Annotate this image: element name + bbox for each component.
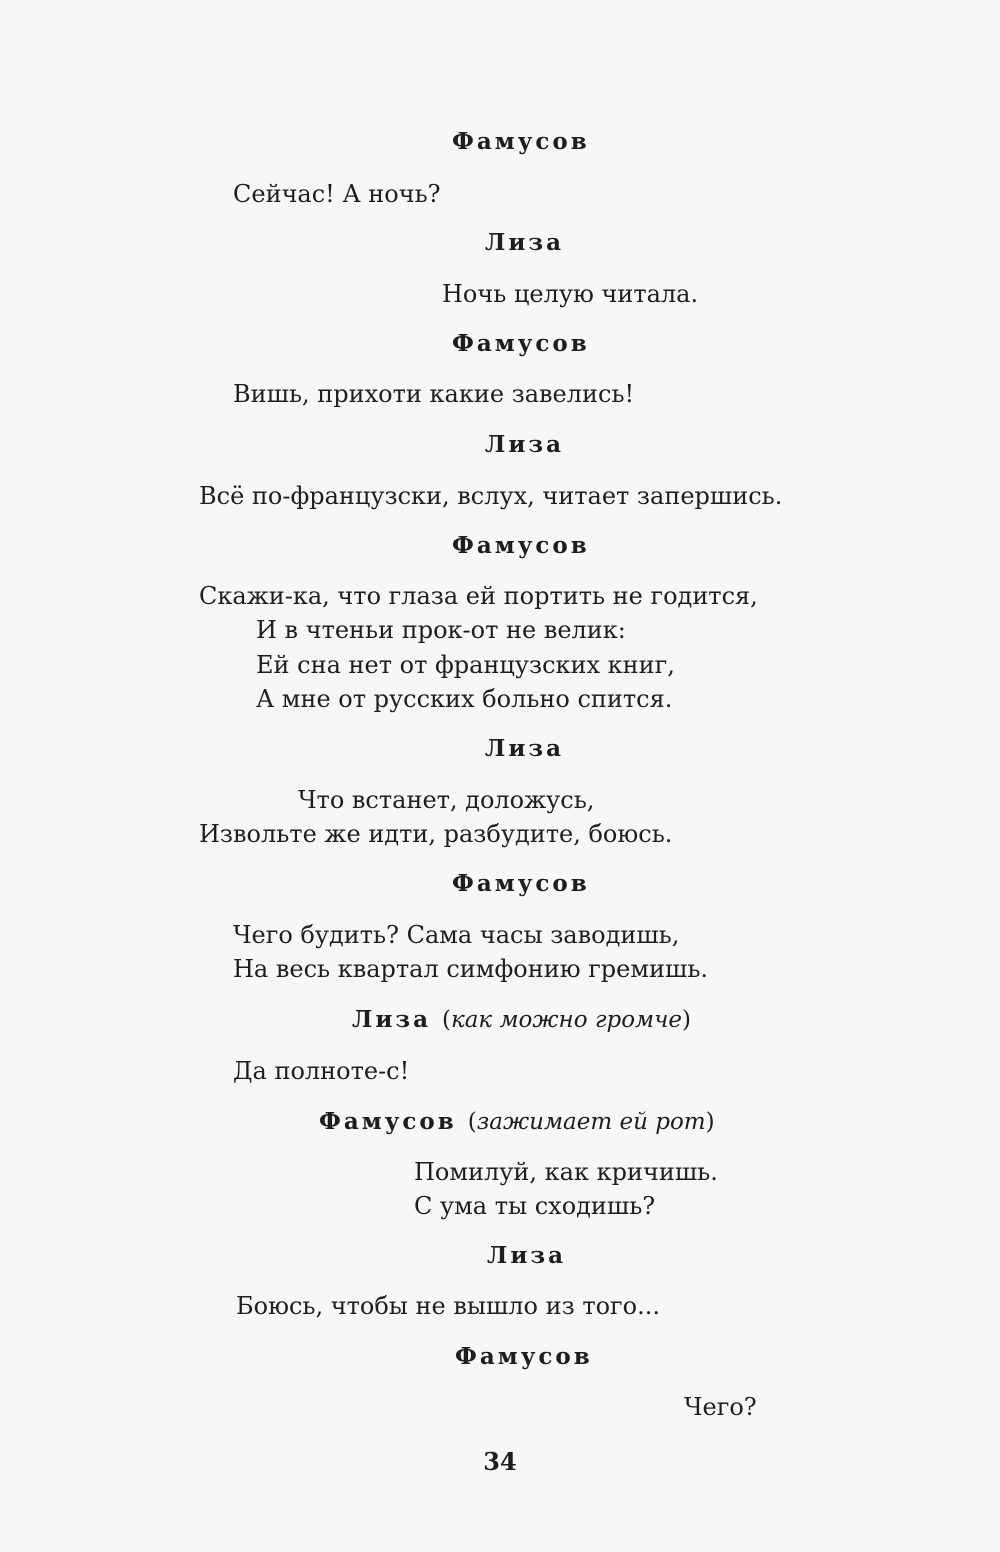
verse-line: Вишь, прихоти какие завелись! [233, 380, 635, 408]
speaker-name: Фамусов [452, 532, 590, 559]
speaker-name: Лиза [485, 229, 564, 256]
speaker-name: Лиза [352, 1006, 431, 1033]
paren-open: ( [442, 1007, 451, 1033]
speaker-name: Фамусов [319, 1108, 457, 1135]
verse-line: Ей сна нет от французских книг, [256, 651, 675, 679]
verse-line: Скажи-ка, что глаза ей портить не годится, [199, 582, 758, 610]
paren-close: ) [682, 1007, 692, 1033]
speaker-with-note [352, 1004, 691, 1036]
speaker-name: Лиза [487, 1242, 566, 1269]
verse-line: А мне от русских больно спится. [256, 685, 673, 713]
paren-close: ) [705, 1109, 715, 1135]
verse-line: На весь квартал симфонию гремишь. [233, 955, 709, 983]
speaker-name: Фамусов [452, 330, 590, 357]
verse-line: И в чтеньи прок-от не велик: [256, 616, 626, 644]
verse-line: Ночь целую читала. [442, 280, 699, 308]
stage-direction: как можно громче [450, 1007, 683, 1033]
speaker-with-note [319, 1106, 715, 1138]
stage-direction: зажимает ей рот [476, 1109, 706, 1135]
speaker-name: Фамусов [452, 870, 590, 897]
speaker-name: Фамусов [455, 1343, 593, 1370]
verse-line: Что встанет, доложусь, [298, 786, 595, 814]
verse-line: Сейчас! А ночь? [233, 180, 441, 208]
page-number: 34 [483, 1447, 517, 1476]
verse-line: Всё по-французски, вслух, читает запершись. [199, 482, 783, 510]
verse-line: Да полноте-с! [233, 1057, 410, 1085]
verse-line: Чего? [684, 1393, 757, 1421]
verse-line: С ума ты сходишь? [414, 1192, 656, 1220]
paren-open: ( [467, 1109, 477, 1135]
verse-line: Боюсь, чтобы не вышло из того... [236, 1292, 660, 1320]
verse-line: Помилуй, как кричишь. [414, 1158, 718, 1186]
speaker-name: Лиза [485, 431, 564, 458]
speaker-name: Лиза [485, 735, 564, 762]
verse-line: Извольте же идти, разбудите, боюсь. [199, 820, 673, 848]
verse-line: Чего будить? Сама часы заводишь, [233, 921, 680, 949]
speaker-name: Фамусов [452, 128, 590, 155]
